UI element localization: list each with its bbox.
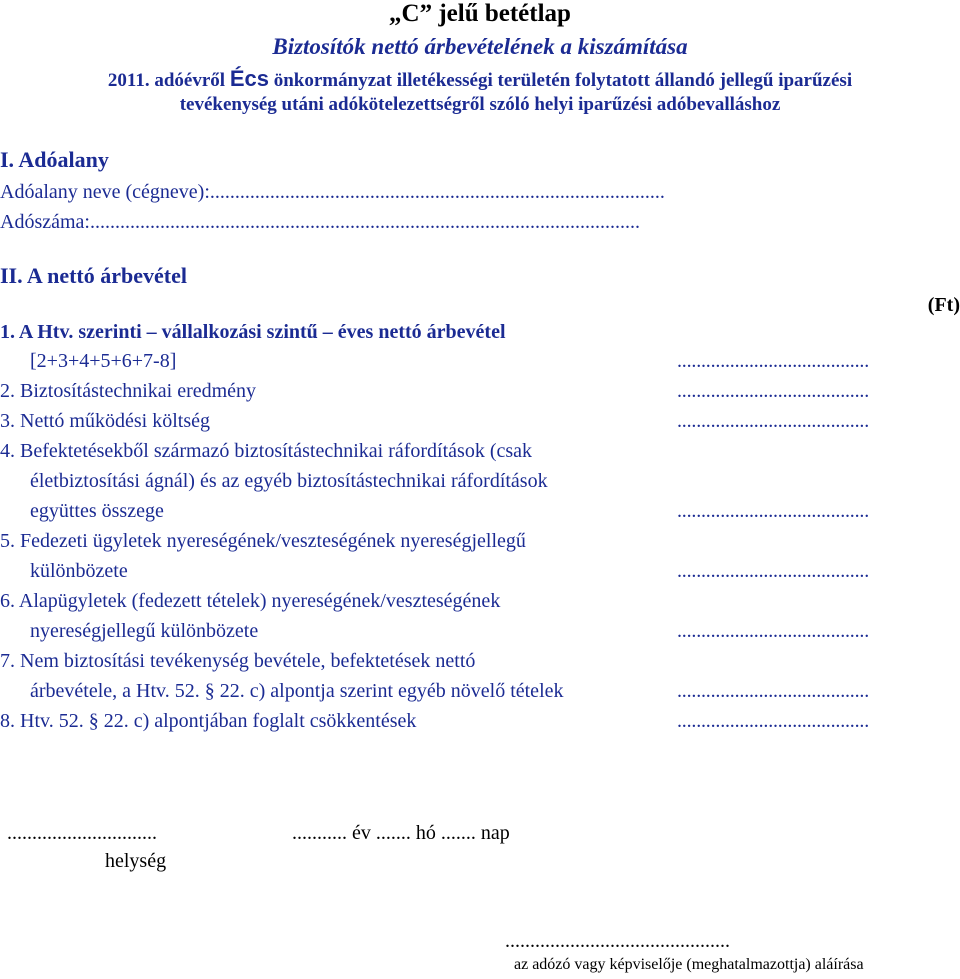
header-line-2: tevékenység utáni adókötelezettségről szóló helyi iparűzési adóbevalláshoz: [179, 94, 781, 115]
item-8-label: 8. Htv. 52. § 22. c) alpontjában foglalt csökkentések: [0, 710, 417, 732]
item-1-value[interactable]: ........................................: [677, 350, 870, 372]
item-4-label-line-3: együttes összege: [30, 500, 164, 522]
item-7-label-line-1: 7. Nem biztosítási tevékenység bevétele, befektetések nettó: [0, 650, 476, 672]
item-6-label-line-2: nyereségjellegű különbözete: [30, 620, 259, 642]
signature-field[interactable]: .............................................: [505, 930, 730, 952]
date-field[interactable]: ........... év ....... hó ....... nap: [292, 822, 510, 844]
item-7-value[interactable]: ........................................: [677, 680, 870, 702]
header-line-1-prefix: 2011. adóévről: [107, 70, 226, 91]
item-5-value[interactable]: ........................................: [677, 560, 870, 582]
item-4-label-line-1: 4. Befektetésekből származó biztosítástechnikai ráfordítások (csak: [0, 440, 533, 462]
item-2-value[interactable]: ........................................: [677, 380, 870, 402]
currency-unit: (Ft): [927, 294, 960, 316]
item-5-label-line-1: 5. Fedezeti ügyletek nyereségének/veszteségének nyereségjellegű: [0, 530, 526, 552]
item-6-value[interactable]: ........................................: [677, 620, 870, 642]
form-subtitle: Biztosítók nettó árbevételének a kiszámítása: [272, 34, 688, 59]
tax-number-label: Adószáma:: [0, 211, 90, 233]
signature-label: az adózó vagy képviselője (meghatalmazottja) aláírása: [514, 956, 864, 973]
item-8-value[interactable]: ........................................: [677, 710, 870, 732]
header-line-1-suffix: önkormányzat illetékességi területén folytatott állandó jellegű iparűzési: [273, 70, 853, 91]
place-field[interactable]: ..............................: [7, 822, 157, 844]
taxpayer-name-row[interactable]: [0, 181, 665, 204]
item-1-formula: [2+3+4+5+6+7-8]: [30, 350, 177, 372]
item-1-label: 1. A Htv. szerinti – vállalkozási szintű – éves nettó árbevétel: [0, 321, 506, 343]
tax-number-field[interactable]: ..............................................................................................................: [89, 211, 640, 233]
section-2-heading: II. A nettó árbevétel: [0, 263, 187, 288]
item-4-value[interactable]: ........................................: [677, 500, 870, 522]
item-7-label-line-2: árbevétele, a Htv. 52. § 22. c) alpontja szerint egyéb növelő tételek: [30, 680, 564, 702]
header-line-1: [0, 66, 960, 92]
item-3-label: 3. Nettó működési költség: [0, 410, 210, 432]
item-5-label-line-2: különbözete: [30, 560, 128, 582]
taxpayer-name-field[interactable]: ...........................................................................................: [209, 181, 665, 203]
tax-number-row[interactable]: [0, 211, 640, 234]
section-1-heading: I. Adóalany: [0, 147, 109, 172]
form-title: „C” jelű betétlap: [389, 0, 571, 27]
item-2-label: 2. Biztosítástechnikai eredmény: [0, 380, 257, 402]
place-label: helység: [105, 850, 167, 872]
item-3-value[interactable]: ........................................: [677, 410, 870, 432]
item-6-label-line-1: 6. Alapügyletek (fedezett tételek) nyereségének/veszteségének: [0, 590, 501, 612]
taxpayer-name-label: Adóalany neve (cégneve):: [0, 181, 210, 203]
item-4-label-line-2: életbiztosítási ágnál) és az egyéb biztosítástechnikai ráfordítások: [30, 470, 548, 492]
municipality-name: Écs: [229, 66, 269, 91]
